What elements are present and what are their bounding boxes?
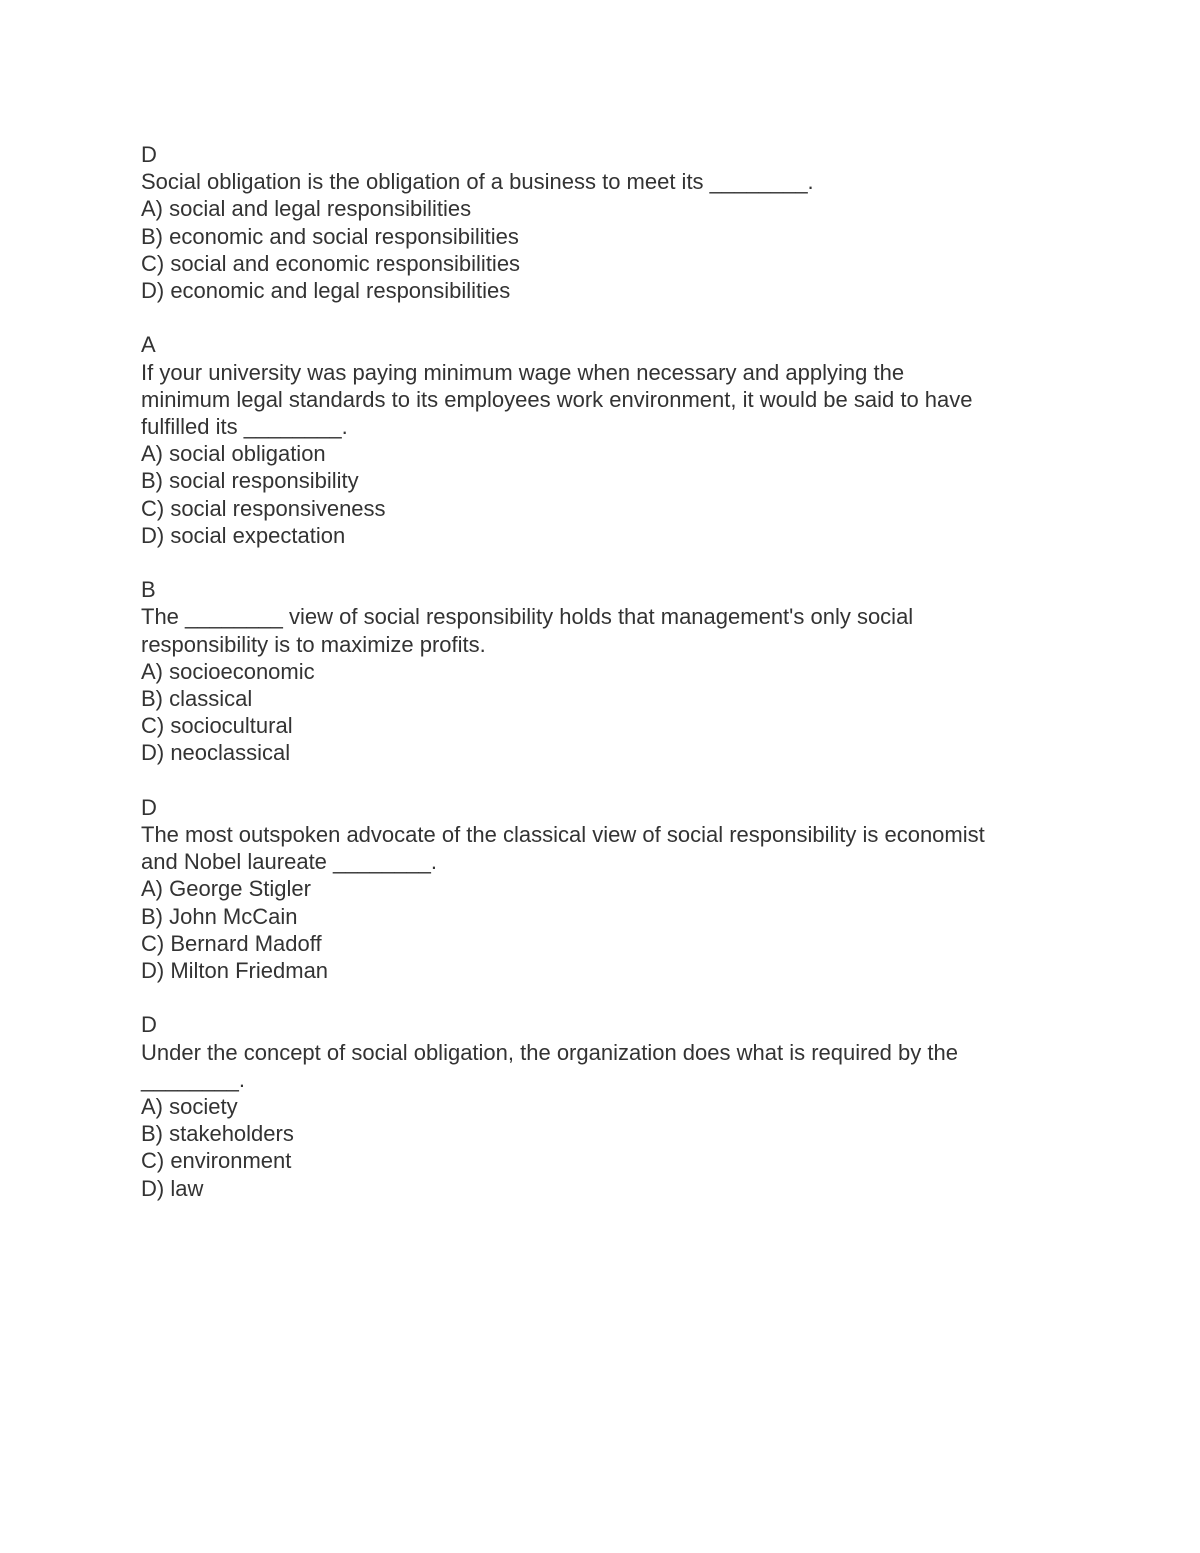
- option-c: C) social responsiveness: [141, 495, 386, 521]
- option-a: A) George Stigler: [141, 876, 311, 902]
- question-block: [141, 794, 1061, 984]
- question-stem-line: Under the concept of social obligation, the organization does what is required by the: [141, 1039, 958, 1065]
- question-stem-line: The ________ view of social responsibility holds that management's only social: [141, 604, 914, 630]
- question-stem-line: The most outspoken advocate of the classical view of social responsibility is economist: [141, 822, 985, 848]
- option-a: A) social and legal responsibilities: [141, 196, 472, 222]
- question-stem-line: ________.: [141, 1066, 245, 1092]
- option-b: B) John McCain: [141, 903, 298, 929]
- option-b: B) economic and social responsibilities: [141, 223, 519, 249]
- question-stem-line: Social obligation is the obligation of a business to meet its ________.: [141, 169, 814, 195]
- document-content: [141, 141, 1061, 1229]
- question-block: [141, 1011, 1061, 1201]
- option-d: D) law: [141, 1175, 204, 1201]
- option-b: B) social responsibility: [141, 468, 359, 494]
- question-stem-line: and Nobel laureate ________.: [141, 849, 438, 875]
- answer-key: A: [141, 332, 156, 358]
- option-c: C) sociocultural: [141, 713, 293, 739]
- option-c: C) environment: [141, 1148, 292, 1174]
- option-a: A) social obligation: [141, 441, 326, 467]
- answer-key: D: [141, 142, 157, 167]
- option-b: B) stakeholders: [141, 1121, 294, 1147]
- question-block: [141, 141, 1061, 304]
- answer-key: D: [141, 1012, 157, 1038]
- question-stem-line: responsibility is to maximize profits.: [141, 631, 486, 657]
- question-stem-line: fulfilled its ________.: [141, 414, 348, 440]
- option-c: C) Bernard Madoff: [141, 930, 322, 956]
- answer-key: D: [141, 794, 157, 820]
- question-stem-line: If your university was paying minimum wage when necessary and applying the: [141, 359, 905, 385]
- question-block: [141, 331, 1061, 549]
- option-d: D) economic and legal responsibilities: [141, 278, 511, 304]
- option-d: D) social expectation: [141, 522, 346, 548]
- option-a: A) socioeconomic: [141, 658, 315, 684]
- question-block: [141, 576, 1061, 766]
- option-b: B) classical: [141, 686, 253, 712]
- option-d: D) Milton Friedman: [141, 958, 329, 984]
- question-stem-line: minimum legal standards to its employees work environment, it would be said to have: [141, 386, 973, 412]
- option-c: C) social and economic responsibilities: [141, 250, 521, 276]
- answer-key: B: [141, 577, 156, 603]
- option-a: A) society: [141, 1094, 238, 1120]
- option-d: D) neoclassical: [141, 740, 291, 766]
